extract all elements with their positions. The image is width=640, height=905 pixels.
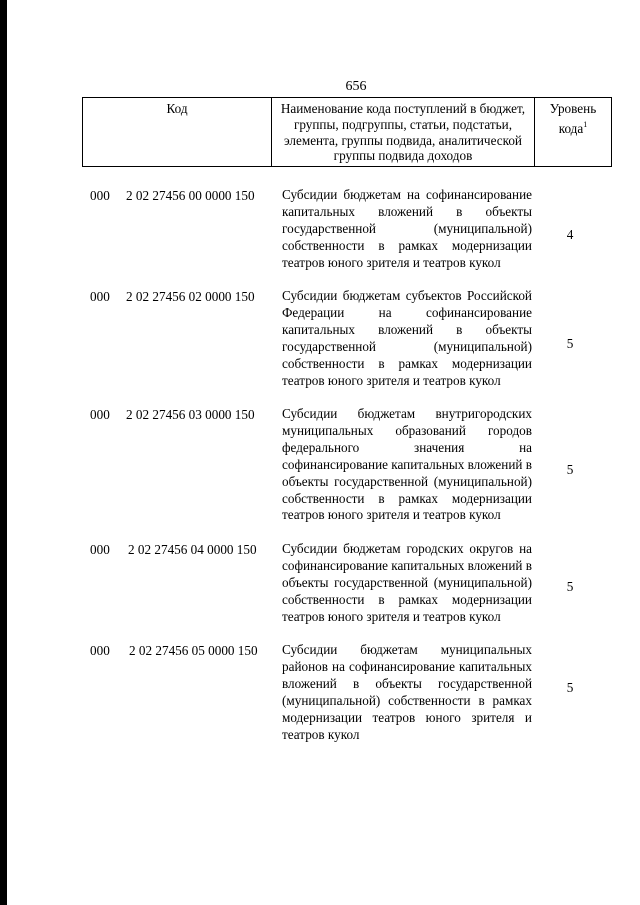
row-admin-code: 000 <box>90 289 110 304</box>
row-revenue-code: 2 02 27456 02 0000 150 <box>126 289 255 304</box>
row-revenue-code: 2 02 27456 05 0000 150 <box>129 643 258 658</box>
header-level-footnote: 1 <box>583 119 588 129</box>
page-number: 656 <box>345 79 367 94</box>
row-revenue-code: 2 02 27456 03 0000 150 <box>126 407 255 422</box>
row-level: 5 <box>566 462 574 477</box>
row-admin-code: 000 <box>90 188 110 203</box>
header-level-label: Уровень кода <box>549 101 597 136</box>
header-name: Наименование кода поступлений в бюджет, группы, подгруппы, статьи, подстатьи, элемента, группы подвида, аналитической группы подвида доходов <box>272 98 535 167</box>
row-level: 5 <box>566 579 574 594</box>
scan-edge <box>0 0 7 905</box>
header-code: Код <box>83 98 272 167</box>
row-admin-code: 000 <box>90 643 110 658</box>
row-description: Субсидии бюджетам на софинансирование капитальных вложений в объекты государственной (муниципальной) собственности в рамках модернизации театров юного зрителя и театров кукол <box>282 187 532 270</box>
row-level: 4 <box>566 227 574 242</box>
row-description: Субсидии бюджетам субъектов Российской Федерации на софинансирование капитальных вложений в объекты государственной (муниципальной) собственности в рамках модернизации театров юного зрителя и театров кукол <box>282 288 532 388</box>
row-admin-code: 000 <box>90 407 110 422</box>
row-description: Субсидии бюджетам муниципальных районов на софинансирование капитальных вложений в объекты государственной (муниципальной) собственности в рамках модернизации театров юного зрителя и театров кукол <box>282 642 532 742</box>
header-level <box>535 98 612 167</box>
row-level: 5 <box>566 336 574 351</box>
table-header <box>82 97 612 167</box>
row-admin-code: 000 <box>90 542 110 557</box>
row-description: Субсидии бюджетам внутригородских муниципальных образований городов федерального значения на софинансирование капитальных вложений в объекты государственной (муниципальной) собственности в рамках модернизации театров юного зрителя и театров кукол <box>282 406 532 523</box>
row-revenue-code: 2 02 27456 04 0000 150 <box>128 542 257 557</box>
row-description: Субсидии бюджетам городских округов на софинансирование капитальных вложений в объекты государственной (муниципальной) собственности в рамках модернизации театров юного зрителя и театров кукол <box>282 541 532 624</box>
row-revenue-code: 2 02 27456 00 0000 150 <box>126 188 255 203</box>
row-level: 5 <box>566 680 574 695</box>
